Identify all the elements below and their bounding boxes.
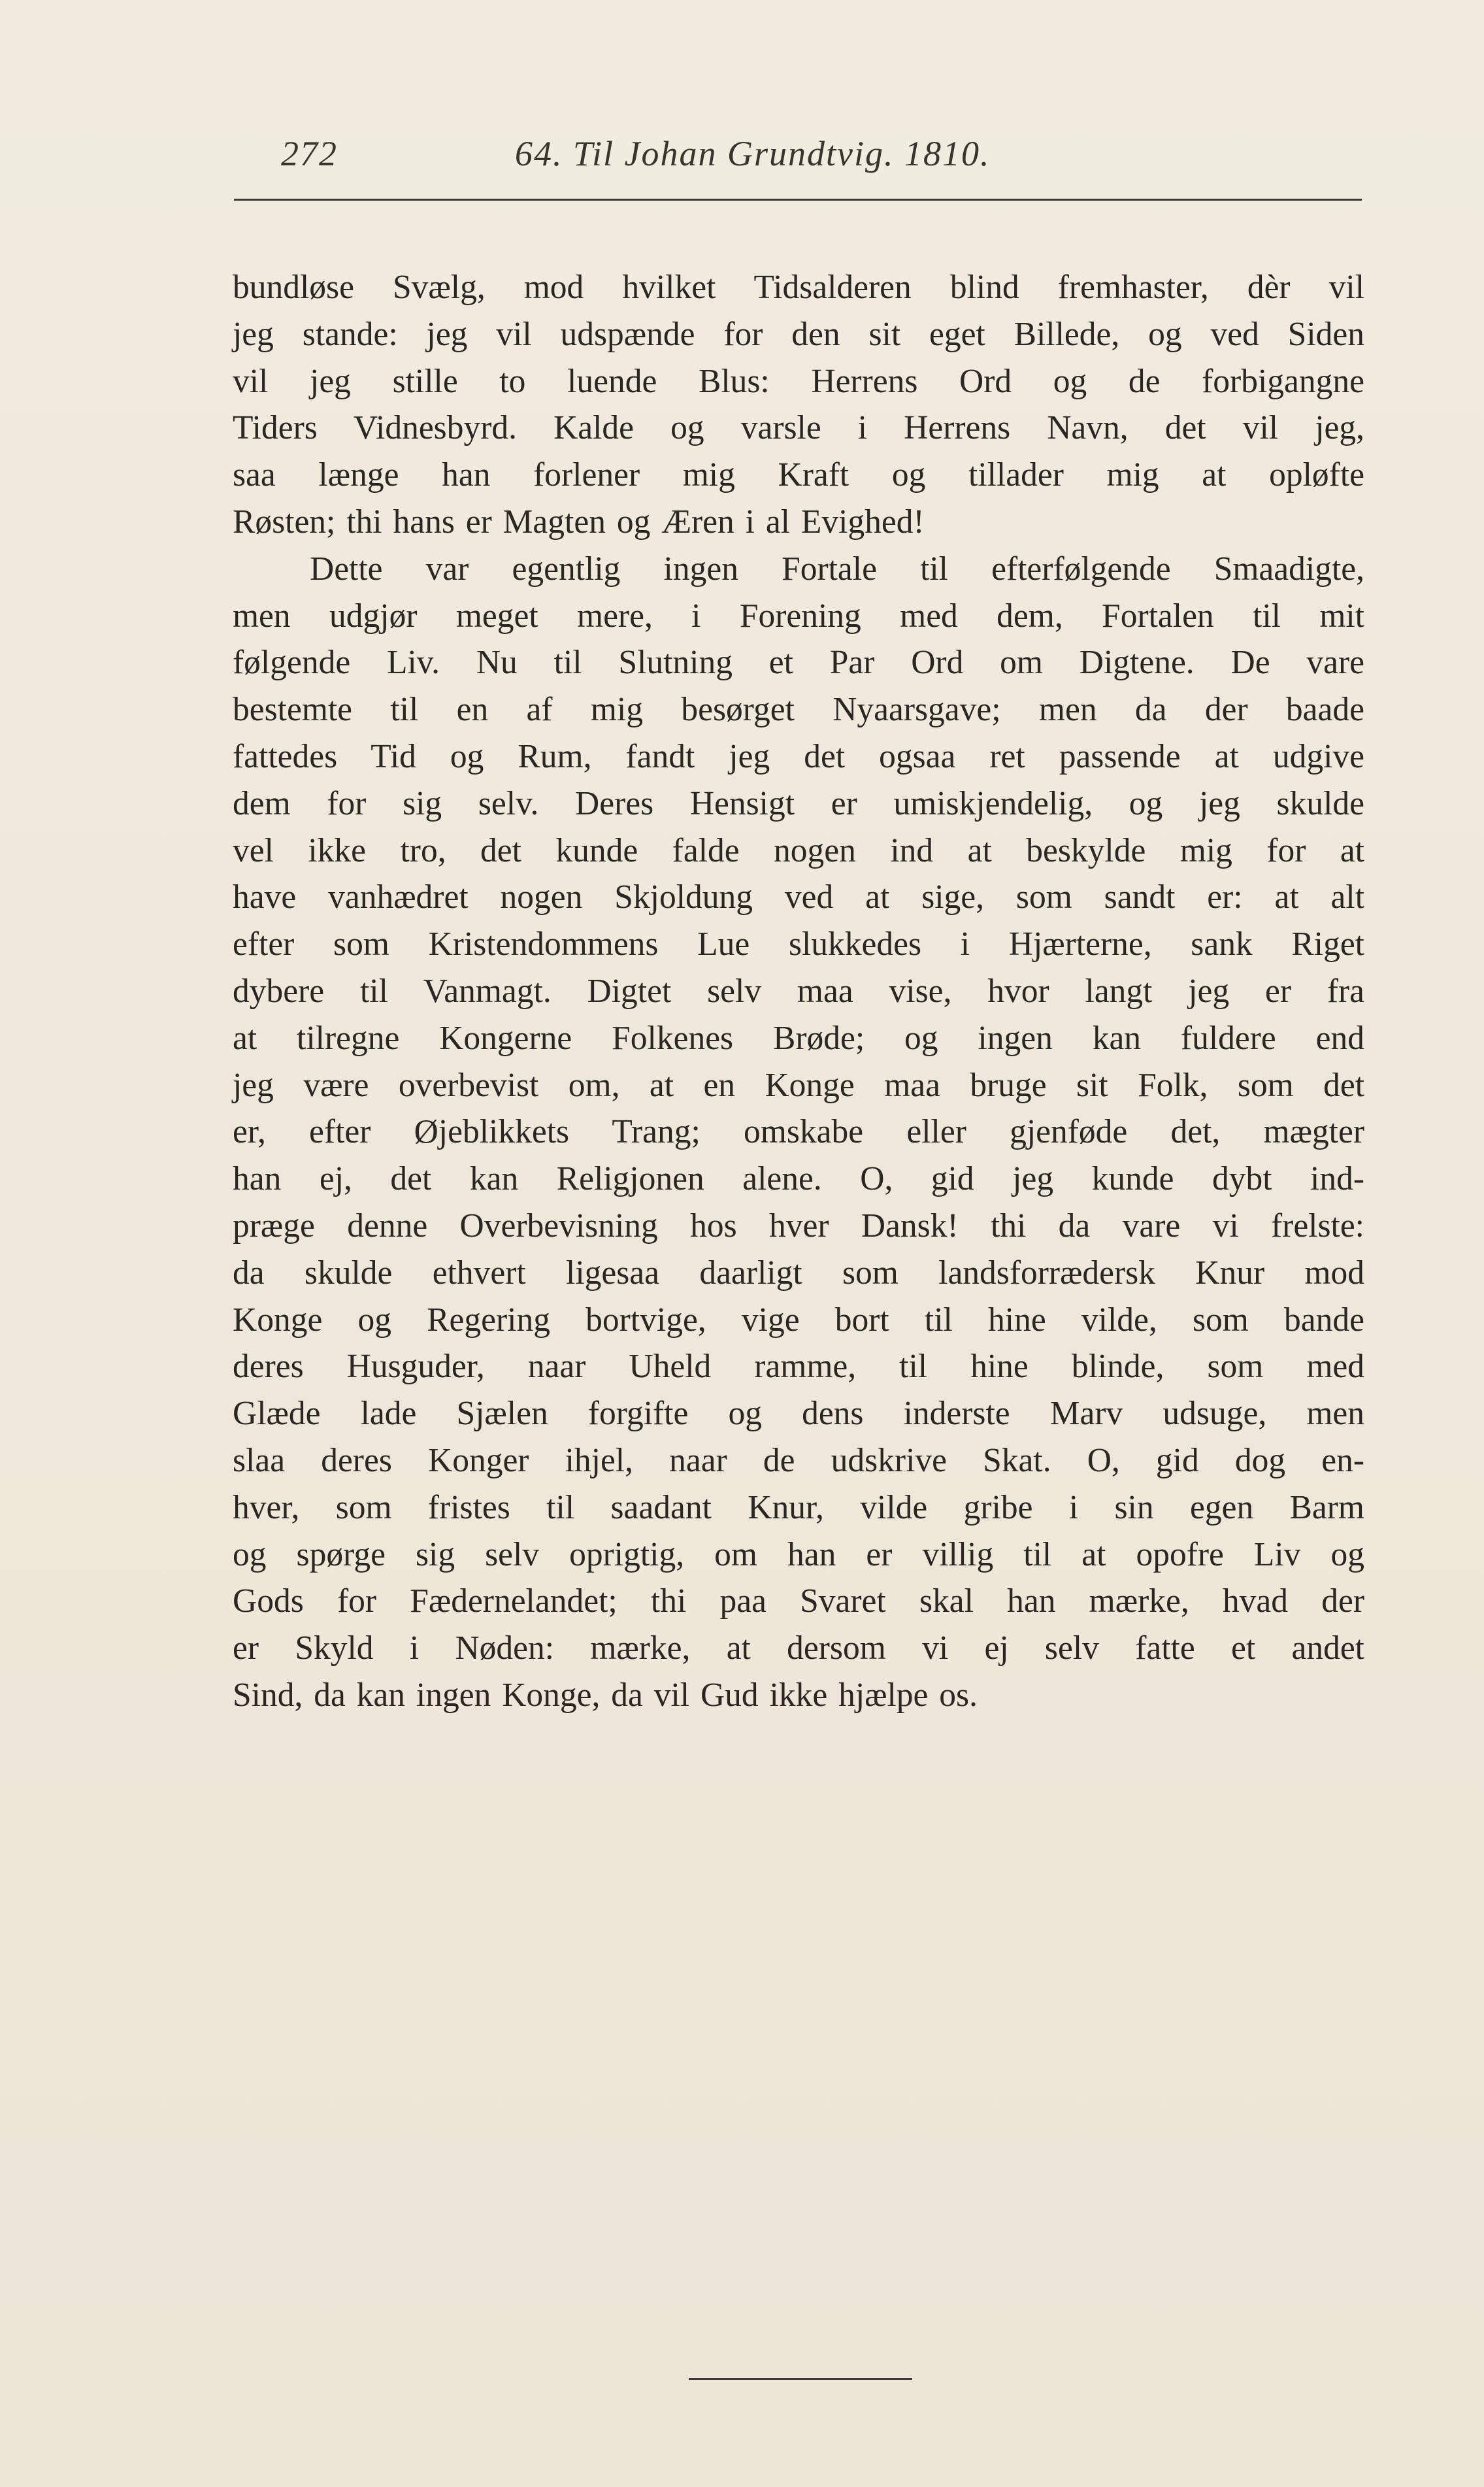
text-line: Konge og Regering bortvige, vige bort til hine vilde, som bande — [233, 1301, 1364, 1339]
text-line: dem for sig selv. Deres Hensigt er umiskjendelig, og jeg skulde — [233, 784, 1364, 822]
text-line: jeg være overbevist om, at en Konge maa bruge sit Folk, som det — [233, 1066, 1364, 1104]
page-number: 272 — [281, 134, 338, 173]
header-rule — [234, 199, 1362, 201]
text-line: Sind, da kan ingen Konge, da vil Gud ikke hjælpe os. — [233, 1676, 978, 1714]
text-line: Gods for Fædernelandet; thi paa Svaret skal han mærke, hvad der — [233, 1582, 1364, 1620]
text-line: og spørge sig selv oprigtig, om han er villig til at opofre Liv og — [233, 1535, 1364, 1573]
text-line: Røsten; thi hans er Magten og Æren i al Evighed! — [233, 503, 925, 541]
text-line: præge denne Overbevisning hos hver Dansk! thi da vare vi frelste: — [233, 1207, 1364, 1244]
text-line: vil jeg stille to luende Blus: Herrens Ord og de forbigangne — [233, 362, 1364, 400]
text-line: Dette var egentlig ingen Fortale til efterfølgende Smaadigte, — [310, 550, 1364, 588]
text-line: følgende Liv. Nu til Slutning et Par Ord om Digtene. De vare — [233, 644, 1364, 682]
text-line: da skulde ethvert ligesaa daarligt som landsforrædersk Knur mod — [233, 1254, 1364, 1292]
text-line: bestemte til en af mig besørget Nyaarsgave; men da der baade — [233, 691, 1364, 729]
text-line: have vanhædret nogen Skjoldung ved at sige, som sandt er: at alt — [233, 878, 1364, 916]
page-header — [234, 124, 1360, 183]
text-line: Tiders Vidnesbyrd. Kalde og varsle i Herrens Navn, det vil jeg, — [233, 409, 1364, 447]
text-line: at tilregne Kongerne Folkenes Brøde; og ingen kan fuldere end — [233, 1019, 1364, 1057]
running-title: 64. Til Johan Grundtvig. 1810. — [515, 134, 991, 173]
text-line: men udgjør meget mere, i Forening med dem, Fortalen til mit — [233, 597, 1364, 635]
text-line: er, efter Øjeblikkets Trang; omskabe eller gjenføde det, mægter — [233, 1113, 1364, 1151]
end-rule — [689, 2378, 912, 2380]
text-line: slaa deres Konger ihjel, naar de udskrive Skat. O, gid dog en- — [233, 1441, 1364, 1479]
text-line: dybere til Vanmagt. Digtet selv maa vise, hvor langt jeg er fra — [233, 972, 1364, 1010]
text-line: hver, som fristes til saadant Knur, vilde gribe i sin egen Barm — [233, 1488, 1364, 1526]
text-line: bundløse Svælg, mod hvilket Tidsalderen blind fremhaster, dèr vil — [233, 269, 1364, 306]
text-line: saa længe han forlener mig Kraft og tillader mig at opløfte — [233, 456, 1364, 494]
text-line: efter som Kristendommens Lue slukkedes i Hjærterne, sank Riget — [233, 926, 1364, 963]
body-text — [233, 264, 1364, 1719]
text-line: Glæde lade Sjælen forgifte og dens inderste Marv udsuge, men — [233, 1395, 1364, 1433]
text-line: jeg stande: jeg vil udspænde for den sit eget Billede, og ved Siden — [233, 315, 1364, 353]
text-line: vel ikke tro, det kunde falde nogen ind at beskylde mig for at — [233, 831, 1364, 869]
text-line: deres Husguder, naar Uheld ramme, til hine blinde, som med — [233, 1348, 1364, 1386]
text-line: er Skyld i Nøden: mærke, at dersom vi ej selv fatte et andet — [233, 1629, 1364, 1667]
text-line: fattedes Tid og Rum, fandt jeg det ogsaa ret passende at udgive — [233, 737, 1364, 775]
text-line: han ej, det kan Religjonen alene. O, gid jeg kunde dybt ind- — [233, 1160, 1364, 1198]
